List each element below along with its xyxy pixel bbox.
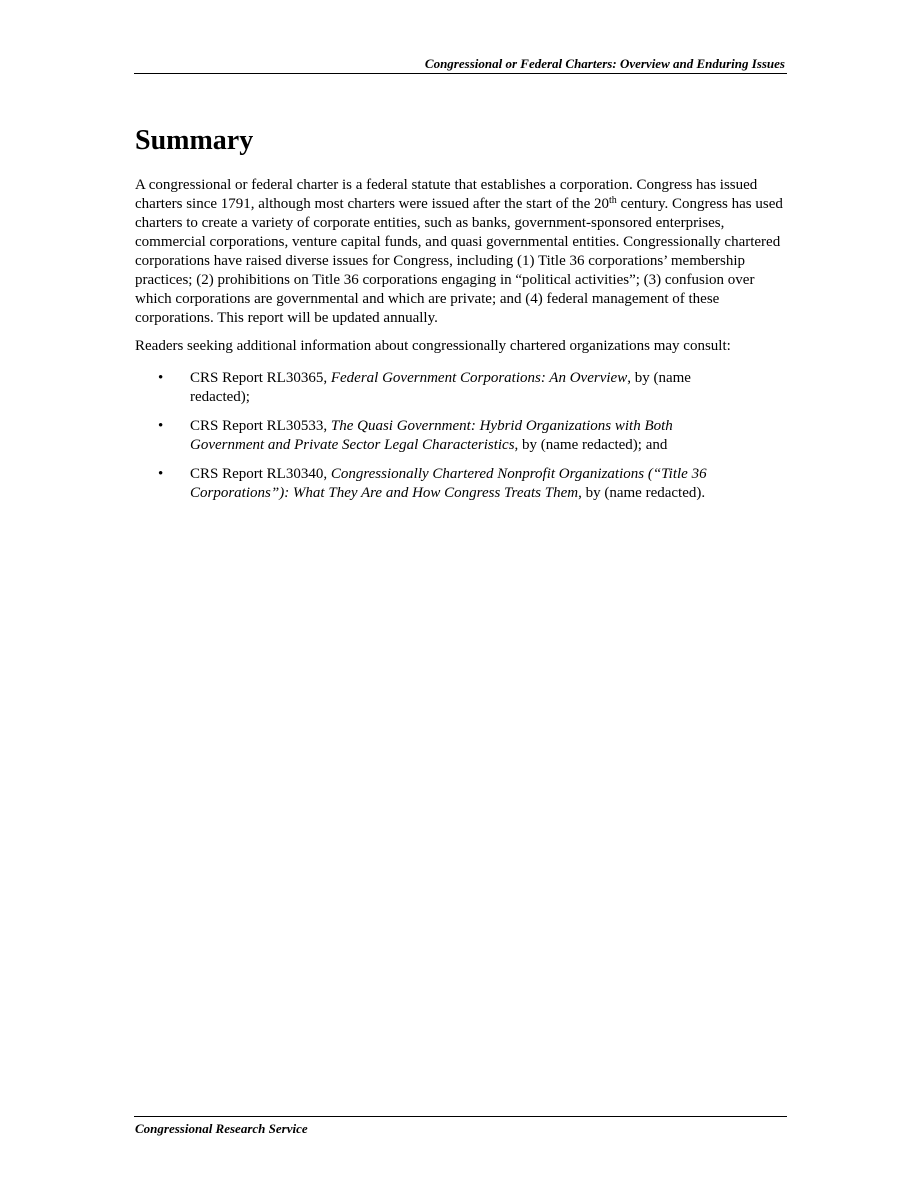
bullet-icon: • <box>158 370 164 386</box>
running-footer: Congressional Research Service <box>135 1121 308 1136</box>
page-title: Summary <box>135 125 254 156</box>
summary-text-end: century. Congress has used charters to create a variety of corporate entities, such as banks, government-sponsored enterprises, commercial corporations, venture capital funds, and quasi governmental entities. Congressionally chartered corporations have raised diverse issues for Congress, including (1) Title 36 corporations’ membership practices; (2) prohibitions on Title 36 corporations engaging in “political activities”; (3) confusion over which corporations are governmental and which are private; and (4) federal management of these corporations. This report will be updated annually. <box>135 196 783 326</box>
report-title: Federal Government Corporations: An Overview <box>330 370 628 386</box>
report-title: The Quasi Government: Hybrid Organizations with Both Government and Private Sector Legal Characteristics <box>190 418 673 453</box>
list-item <box>135 417 730 455</box>
summary-body <box>135 176 785 513</box>
report-number: CRS Report RL30340, <box>190 466 331 482</box>
ordinal-superscript: th <box>609 195 617 206</box>
bullet-icon: • <box>158 466 164 482</box>
summary-paragraph <box>135 176 785 328</box>
report-author: , by (name redacted); <box>190 370 691 405</box>
report-author: , by (name redacted); and <box>514 437 668 453</box>
report-number: CRS Report RL30365, <box>190 370 331 386</box>
running-header: Congressional or Federal Charters: Overview and Enduring Issues <box>424 56 785 71</box>
header-divider <box>134 73 787 74</box>
bullet-icon: • <box>158 418 164 434</box>
related-reports-list <box>135 369 785 503</box>
list-item <box>135 369 730 407</box>
report-author: , by (name redacted). <box>578 485 706 501</box>
report-title: Congressionally Chartered Nonprofit Organizations (“Title 36 Corporations”): What They Are and How Congress Treats Them <box>190 466 707 501</box>
summary-text-start: A congressional or federal charter is a federal statute that establishes a corporation. Congress has issued charters since 1791, although most charters were issued after the start of the 20 <box>135 177 758 212</box>
readers-paragraph: Readers seeking additional information about congressionally chartered organizations may consult: <box>135 338 731 354</box>
footer-divider <box>134 1116 787 1117</box>
list-item <box>135 465 730 503</box>
report-number: CRS Report RL30533, <box>190 418 331 434</box>
